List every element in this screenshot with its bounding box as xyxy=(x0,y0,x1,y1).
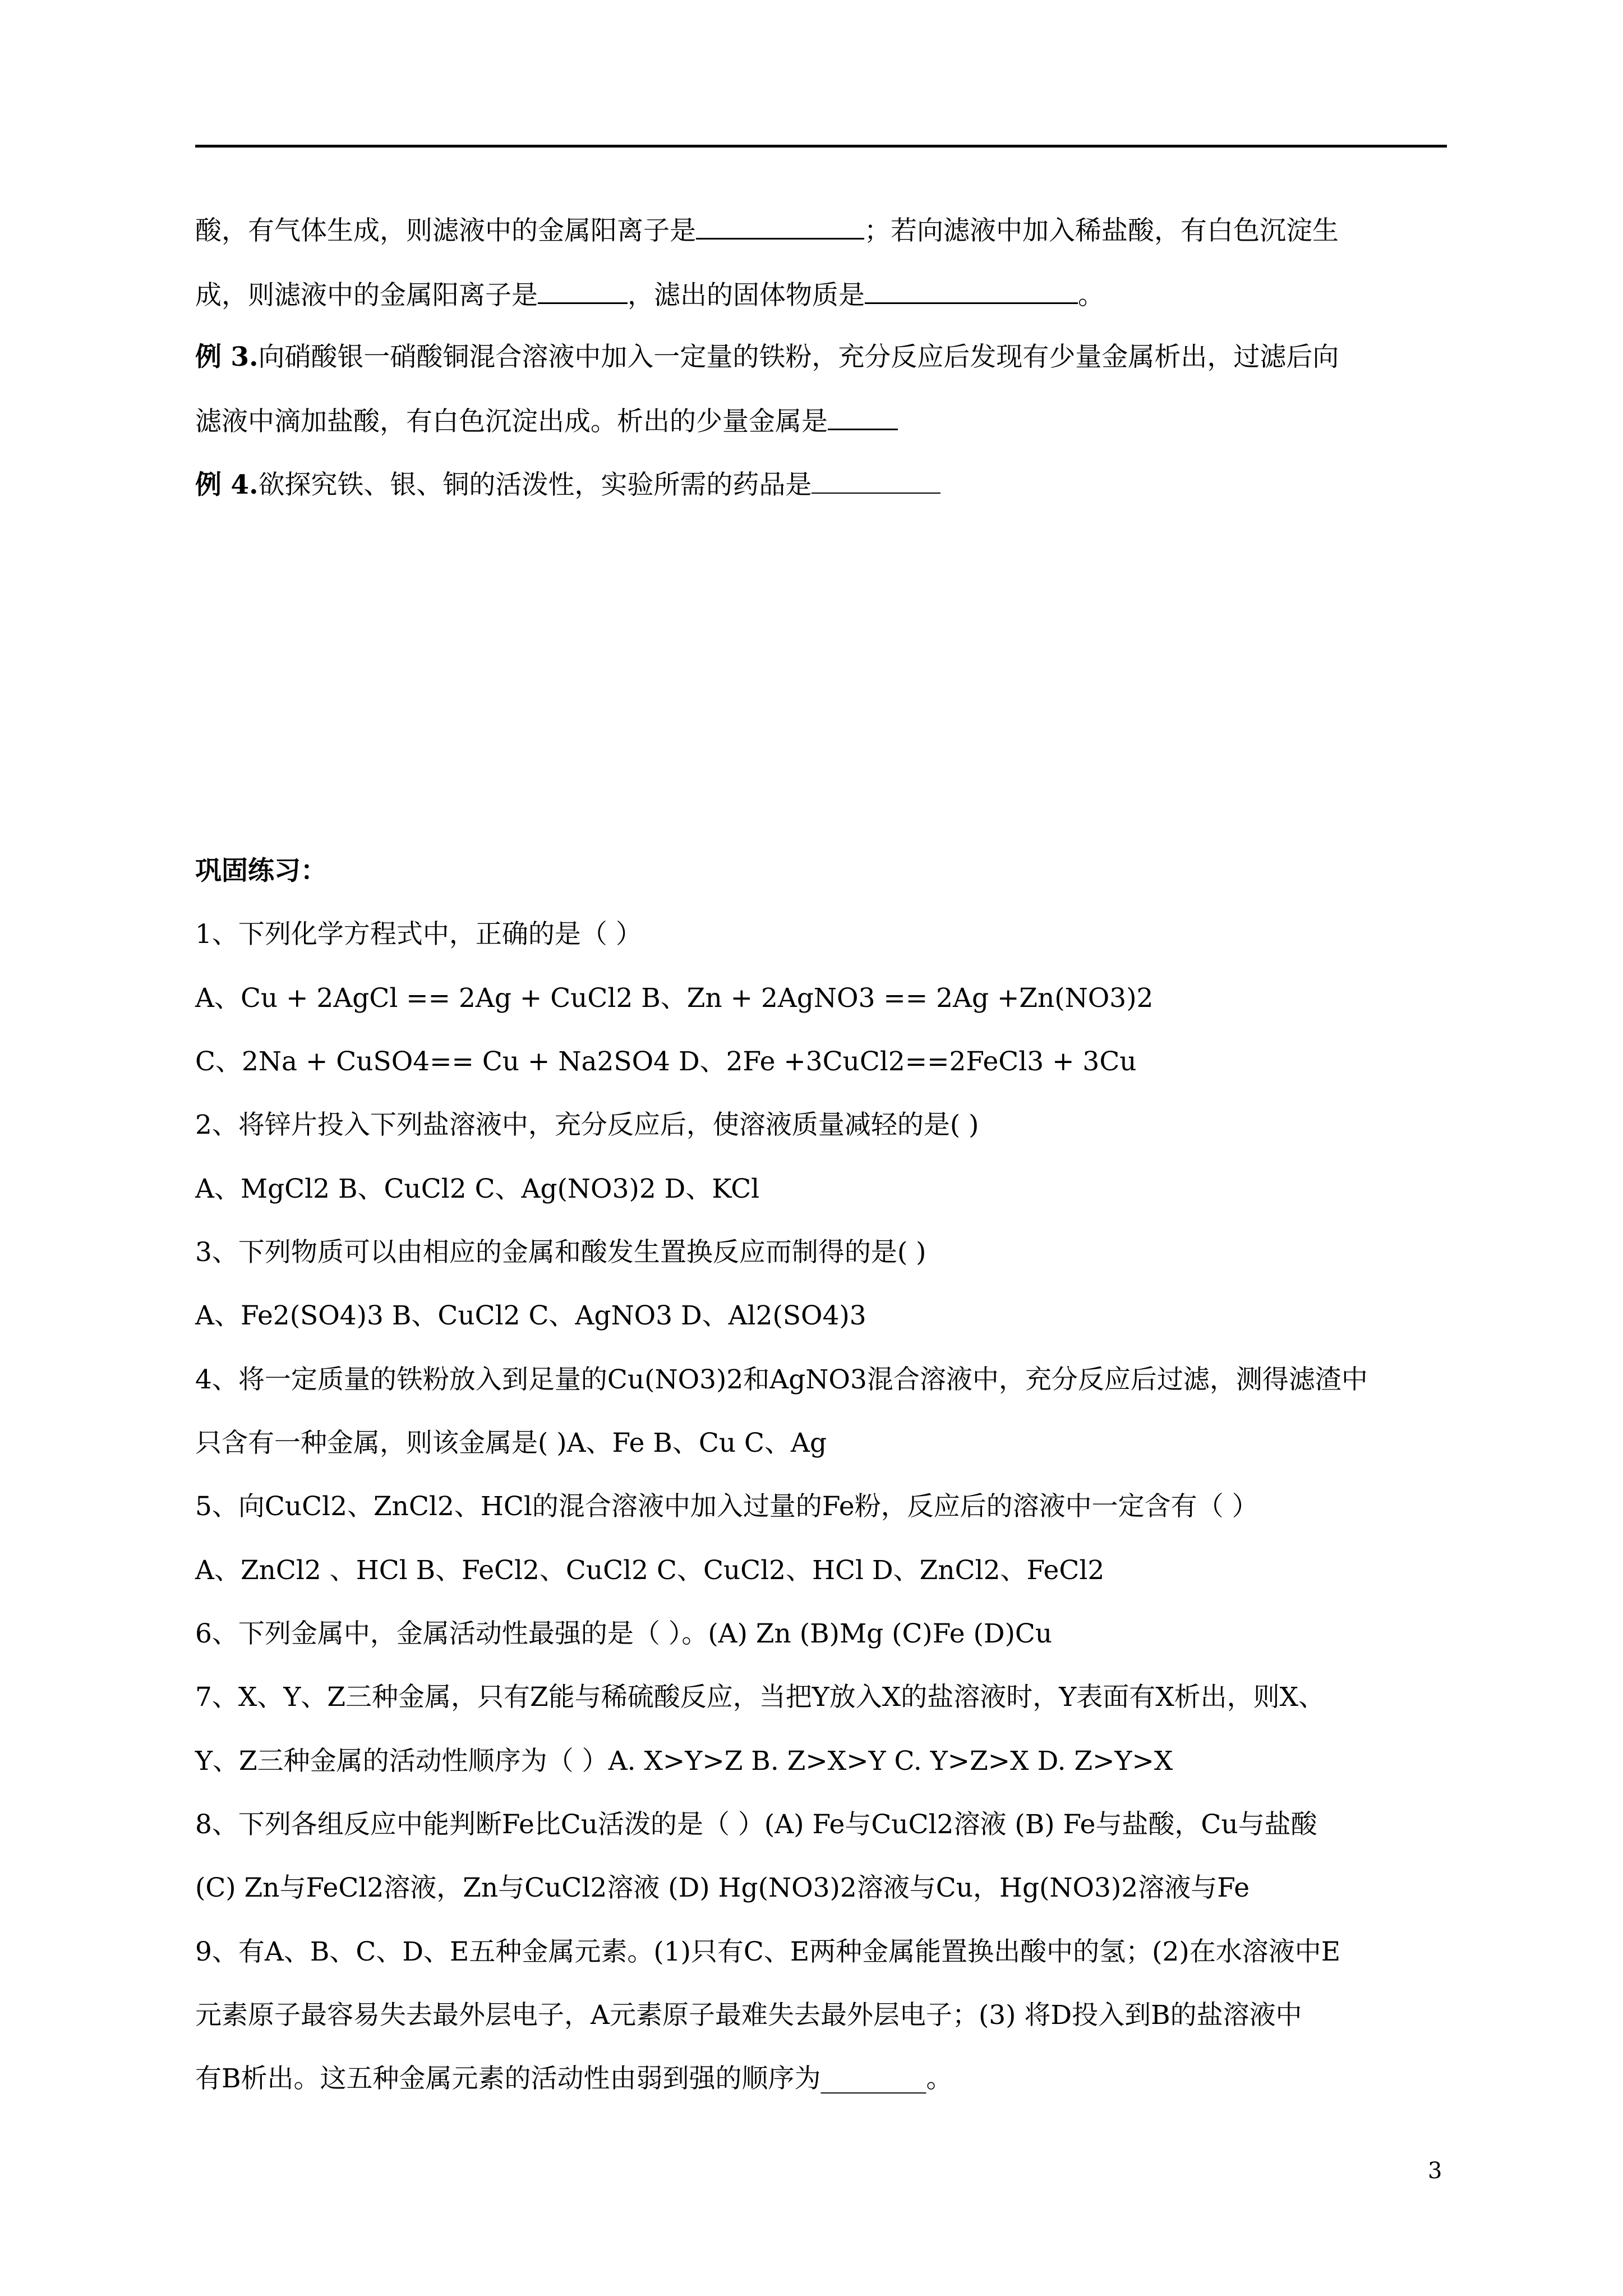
answer-blank[interactable] xyxy=(696,213,864,240)
intro-line-1 xyxy=(195,213,1451,248)
header-rule xyxy=(195,145,1447,148)
practice-line: Y、Z三种金属的活动性顺序为（ ）A. X>Y>Z B. Z>X>Y C. Y>Z>X D. Z>Y>X xyxy=(195,1746,1173,1777)
practice-line: 5、向CuCl2、ZnCl2、HCl的混合溶液中加入过量的Fe粉，反应后的溶液中一定含有（ ） xyxy=(195,1491,1258,1522)
example-label: 例 4. xyxy=(195,470,259,500)
practice-line: 只含有一种金属，则该金属是( )A、Fe B、Cu C、Ag xyxy=(195,1428,827,1458)
example-text: 向硝酸银一硝酸铜混合溶液中加入一定量的铁粉，充分反应后发现有少量金属析出，过滤后向 xyxy=(258,342,1339,372)
answer-blank[interactable] xyxy=(865,278,1078,304)
intro-text: 。 xyxy=(1078,280,1104,311)
practice-line: 1、下列化学方程式中，正确的是（ ） xyxy=(195,919,642,950)
practice-line: A、Cu + 2AgCl == 2Ag + CuCl2 B、Zn + 2AgNO3 == 2Ag +Zn(NO3)2 xyxy=(195,983,1154,1014)
practice-line: C、2Na + CuSO4== Cu + Na2SO4 D、2Fe +3CuCl2==2FeCl3 + 3Cu xyxy=(195,1046,1137,1077)
practice-line: A、Fe2(SO4)3 B、CuCl2 C、AgNO3 D、Al2(SO4)3 xyxy=(195,1300,866,1331)
practice-line: 4、将一定质量的铁粉放入到足量的Cu(NO3)2和AgNO3混合溶液中，充分反应后过滤，测得滤渣中 xyxy=(195,1364,1368,1395)
example-label: 例 3. xyxy=(195,342,259,372)
answer-blank[interactable] xyxy=(538,278,628,304)
intro-text: ；若向滤液中加入稀盐酸，有白色沉淀生 xyxy=(864,215,1339,246)
example-text: 滤液中滴加盐酸，有白色沉淀出成。析出的少量金属是 xyxy=(195,406,828,437)
practice-line: 7、X、Y、Z三种金属，只有Z能与稀硫酸反应，当把Y放入X的盐溶液时，Y表面有X析出，则X、 xyxy=(195,1682,1325,1713)
intro-text: 酸，有气体生成，则滤液中的金属阳离子是 xyxy=(195,215,696,246)
intro-text: 成，则滤液中的金属阳离子是 xyxy=(195,280,538,311)
practice-line: 有B析出。这五种金属元素的活动性由弱到强的顺序为________。 xyxy=(195,2063,953,2094)
practice-line: 6、下列金属中，金属活动性最强的是（ ）。(A) Zn (B)Mg (C)Fe (D)Cu xyxy=(195,1618,1053,1649)
practice-line: 2、将锌片投入下列盐溶液中，充分反应后，使溶液质量减轻的是( ) xyxy=(195,1110,979,1140)
practice-title: 巩固练习： xyxy=(195,855,327,886)
answer-blank[interactable] xyxy=(811,470,940,494)
intro-text: ，滤出的固体物质是 xyxy=(628,280,865,311)
practice-line: 3、下列物质可以由相应的金属和酸发生置换反应而制得的是( ) xyxy=(195,1237,926,1268)
intro-line-2 xyxy=(195,278,1451,312)
example-text: 欲探究铁、银、铜的活泼性，实验所需的药品是 xyxy=(258,470,812,500)
practice-line: (C) Zn与FeCl2溶液，Zn与CuCl2溶液 (D) Hg(NO3)2溶液与Cu，Hg(NO3)2溶液与Fe xyxy=(195,1872,1250,1903)
practice-line: 8、下列各组反应中能判断Fe比Cu活泼的是（ ）(A) Fe与CuCl2溶液 (B) Fe与盐酸，Cu与盐酸 xyxy=(195,1809,1317,1840)
practice-line: 元素原子最容易失去最外层电子，A元素原子最难失去最外层电子；(3) 将D投入到B的盐溶液中 xyxy=(195,2000,1302,2031)
answer-blank[interactable] xyxy=(828,404,898,430)
page-number: 3 xyxy=(1428,2158,1442,2184)
example4-line xyxy=(195,468,1451,502)
practice-line: A、ZnCl2 、HCl B、FeCl2、CuCl2 C、CuCl2、HCl D、ZnCl2、FeCl2 xyxy=(195,1555,1105,1586)
practice-line: 9、有A、B、C、D、E五种金属元素。(1)只有C、E两种金属能置换出酸中的氢；(2)在水溶液中E xyxy=(195,1936,1341,1967)
example3-line-2 xyxy=(195,404,1451,439)
example3-line-1 xyxy=(195,341,1451,374)
practice-line: A、MgCl2 B、CuCl2 C、Ag(NO3)2 D、KCl xyxy=(195,1174,760,1204)
